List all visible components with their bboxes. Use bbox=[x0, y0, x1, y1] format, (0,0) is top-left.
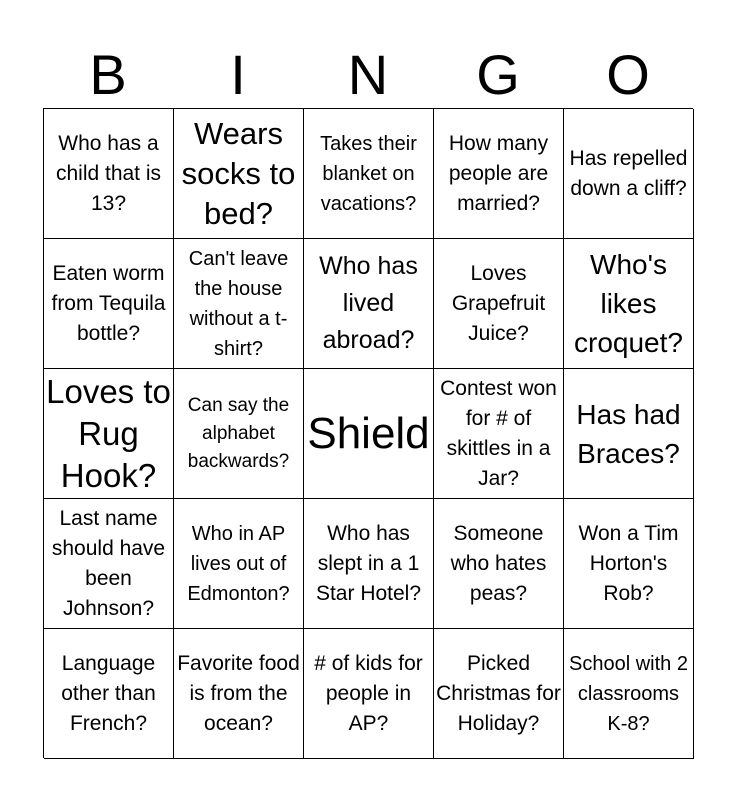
cell-text: Who in AP lives out of Edmonton? bbox=[187, 522, 290, 605]
cell-text: Eaten worm from Tequila bottle? bbox=[51, 261, 166, 345]
bingo-cell[interactable] bbox=[44, 239, 174, 369]
cell-text: Who has lived abroad? bbox=[319, 252, 418, 354]
cell-text: Loves Grapefruit Juice? bbox=[451, 261, 546, 345]
cell-text: Has had Braces? bbox=[576, 398, 681, 469]
cell-text: Last name should have been Johnson? bbox=[51, 506, 166, 620]
bingo-cell[interactable] bbox=[434, 239, 564, 369]
cell-text: School with 2 classrooms K-8? bbox=[569, 652, 688, 735]
cell-text: How many people are married? bbox=[448, 131, 549, 215]
cell-text: Loves to Rug Hook? bbox=[46, 372, 171, 494]
cell-text: Takes their blanket on vacations? bbox=[320, 132, 417, 215]
header-letter-n: N bbox=[347, 43, 389, 106]
cell-text: Won a Tim Horton's Rob? bbox=[578, 521, 679, 605]
bingo-cell[interactable] bbox=[174, 109, 304, 239]
bingo-cell[interactable] bbox=[564, 109, 694, 239]
bingo-board bbox=[43, 108, 693, 758]
bingo-header bbox=[43, 42, 693, 108]
header-letter-b: B bbox=[89, 43, 127, 106]
header-letter-i: I bbox=[230, 43, 246, 106]
bingo-cell[interactable] bbox=[44, 109, 174, 239]
bingo-cell[interactable] bbox=[564, 369, 694, 499]
bingo-cell[interactable] bbox=[564, 499, 694, 629]
cell-text: Who has slept in a 1 Star Hotel? bbox=[315, 521, 422, 605]
bingo-cell[interactable] bbox=[44, 369, 174, 499]
bingo-cell[interactable] bbox=[564, 629, 694, 759]
bingo-cell[interactable] bbox=[174, 629, 304, 759]
cell-text: Who's likes croquet? bbox=[574, 249, 683, 358]
cell-text: Can say the alphabet backwards? bbox=[187, 394, 290, 472]
cell-text: Wears socks to bed? bbox=[181, 115, 296, 231]
bingo-cell[interactable] bbox=[44, 629, 174, 759]
bingo-cell[interactable] bbox=[434, 499, 564, 629]
header-letter-g: G bbox=[476, 43, 520, 106]
bingo-cell-free-space[interactable] bbox=[304, 369, 434, 499]
bingo-cell[interactable] bbox=[174, 239, 304, 369]
cell-text: Someone who hates peas? bbox=[450, 521, 547, 605]
cell-text: Can't leave the house without a t-shirt? bbox=[188, 247, 289, 360]
cell-text: Favorite food is from the ocean? bbox=[177, 651, 300, 735]
cell-text: Contest won for # of skittles in a Jar? bbox=[440, 376, 557, 490]
bingo-cell[interactable] bbox=[304, 499, 434, 629]
bingo-cell[interactable] bbox=[434, 369, 564, 499]
bingo-cell[interactable] bbox=[174, 499, 304, 629]
cell-text: Picked Christmas for Holiday? bbox=[436, 651, 561, 735]
bingo-cell[interactable] bbox=[44, 499, 174, 629]
bingo-cell[interactable] bbox=[434, 629, 564, 759]
bingo-cell[interactable] bbox=[564, 239, 694, 369]
free-space-text: Shield bbox=[307, 408, 430, 458]
cell-text: # of kids for people in AP? bbox=[314, 651, 423, 735]
header-letter-o: O bbox=[606, 43, 650, 106]
cell-text: Language other than French? bbox=[61, 651, 156, 735]
bingo-cell[interactable] bbox=[304, 239, 434, 369]
bingo-cell[interactable] bbox=[304, 629, 434, 759]
bingo-cell[interactable] bbox=[434, 109, 564, 239]
cell-text: Has repelled down a cliff? bbox=[569, 146, 688, 200]
bingo-cell[interactable] bbox=[304, 109, 434, 239]
cell-text: Who has a child that is 13? bbox=[55, 131, 162, 215]
bingo-cell[interactable] bbox=[174, 369, 304, 499]
